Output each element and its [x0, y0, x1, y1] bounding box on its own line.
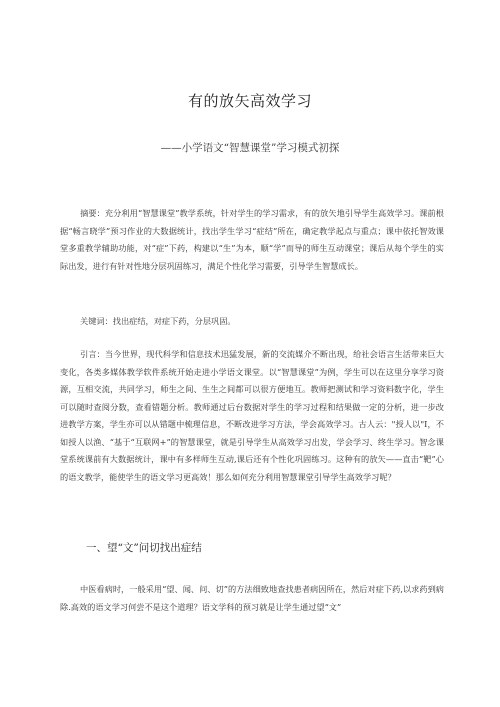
section-body-text: 中医看病时，一般采用“望、闻、问、切”的方法细致地查找患者病因所在，然后对症下药,以求药到病除.高效的语文学习何尝不是这个道理？语文学科的预习就是让学生通过望“文” — [60, 584, 444, 612]
section-body-paragraph — [60, 581, 444, 616]
intro-paragraph — [60, 346, 444, 486]
abstract-text: 摘要：充分利用“智慧课堂”教学系统，针对学生的学习需求，有的放矢地引导学生高效学习。课前根据“畅言晓学”预习作业的大数据统计，找出学生学习“症结”所在，确定教学起点与重点；课中依托智效课堂多重教学辅助功能，对“症”下药，构建以“生”为本，顺“学”而导的师生互动课堂；课后从每个学生的实际出发，进行有针对性地分层巩固练习，满足个性化学习需要，引导学生智慧成长。 — [60, 208, 444, 271]
keywords-paragraph — [60, 313, 444, 331]
intro-text: 引言：当今世界，现代科学和信息技术迅猛发展，新的交流媒介不断出现，给社会语言生活带来巨大变化，各类多媒体教学软件系统开始走进小学语文课堂。以“智慧课堂”为例，学生可以在这里分享学习资源，互相交流，共同学习，师生之间、生生之间都可以很方便地互。教师把测试和学习资料数字化，学生可以随时查阅分数，查看错题分析。教师通过后台数据对学生的学习过程和结果做一定的分析，进一步改进教学方案，学生亦可以从错题中梳理信息，不断改进学习方法，学会高效学习。古人云："授人以"I，不如授人以渔、“基于“互联网+”的智慧课堂，就是引导学生从高效学习出发，学会学习、终生学习。智念课堂系统课前有大数据统计，课中有多样师生互动,课后还有个性化巩固练习。这种有的放矢——直击“靶”心的语文教学，能使学生的语文学习更高效！那么如何充分利用智慧课堂引导学生高效学习呢？ — [60, 349, 444, 482]
abstract-paragraph — [60, 205, 444, 275]
document-title: 有的放矢高效学习 — [187, 92, 312, 110]
document-subtitle: ——小学语文“智慧课堂”学习模式初探 — [160, 142, 340, 154]
keywords-text: 关键词：找出症结，对症下药，分层巩固。 — [80, 316, 236, 326]
section-heading: 一、望“文”问切找出症结 — [86, 542, 202, 554]
